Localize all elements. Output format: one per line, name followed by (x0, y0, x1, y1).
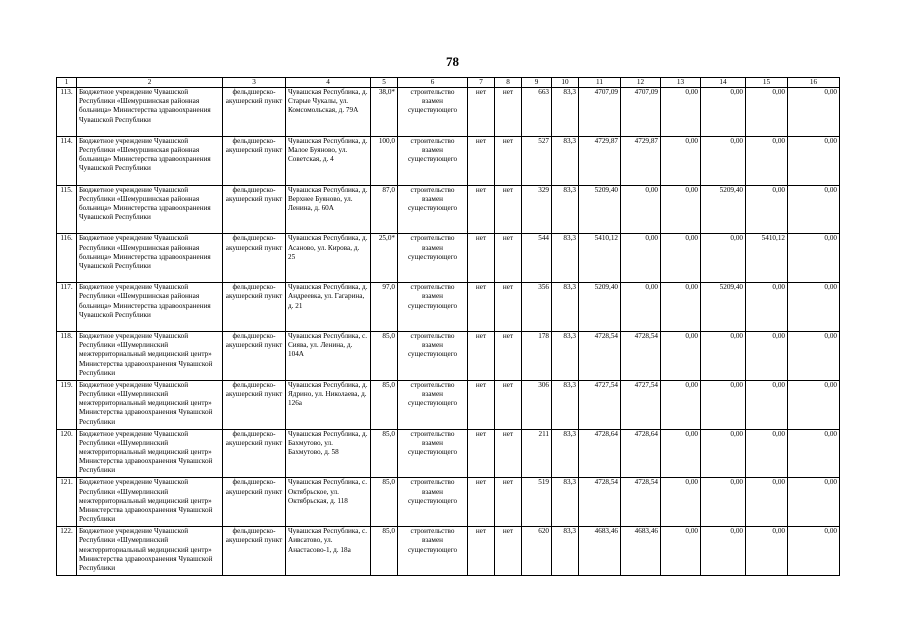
address-cell: Чувашская Республика, с. Октябрьское, ул. Октябрьская, д. 118 (286, 478, 371, 527)
cost-total-cell: 4728,54 (579, 478, 621, 527)
table-row (57, 185, 840, 234)
cost-year-3-cell: 5209,40 (701, 185, 746, 234)
cost-year-5-cell: 0,00 (788, 478, 840, 527)
flag-a-cell: нет (468, 136, 495, 185)
address-cell: Чувашская Республика, д. Ядрино, ул. Николаева, д. 126а (286, 380, 371, 429)
column-number-row (57, 78, 840, 88)
population-cell: 527 (522, 136, 552, 185)
percent-cell: 83,3 (552, 234, 579, 283)
address-cell: Чувашская Республика, д. Верхнее Буяново, ул. Ленина, д. 60А (286, 185, 371, 234)
facility-type-cell: фельдшерско-акушерский пункт (223, 136, 286, 185)
facilities-table (56, 77, 840, 576)
area-cell: 97,0 (371, 283, 398, 332)
cost-year-2-cell: 0,00 (661, 283, 701, 332)
row-number-cell: 116. (57, 234, 77, 283)
percent-cell: 83,3 (552, 283, 579, 332)
column-number-2: 2 (77, 78, 223, 88)
flag-b-cell: нет (495, 478, 522, 527)
facility-type-cell: фельдшерско-акушерский пункт (223, 527, 286, 576)
cost-year-1-cell: 0,00 (621, 185, 661, 234)
work-type-cell: строительство взамен существующего (398, 478, 468, 527)
address-cell: Чувашская Республика, с. Сиява, ул. Ленина, д. 104А (286, 331, 371, 380)
cost-total-cell: 4728,64 (579, 429, 621, 478)
cost-year-3-cell: 0,00 (701, 88, 746, 137)
row-number-cell: 122. (57, 527, 77, 576)
facility-type-cell: фельдшерско-акушерский пункт (223, 185, 286, 234)
address-cell: Чувашская Республика, д. Старые Чукалы, ул. Комсомольская, д. 79А (286, 88, 371, 137)
cost-year-4-cell: 0,00 (746, 478, 788, 527)
institution-name-cell: Бюджетное учреждение Чувашской Республики «Шумерлинский межтерриториальный медицинский центр» Министерства здравоохранения Чувашской Республики (77, 527, 223, 576)
cost-year-5-cell: 0,00 (788, 380, 840, 429)
work-type-cell: строительство взамен существующего (398, 331, 468, 380)
cost-year-1-cell: 4728,64 (621, 429, 661, 478)
row-number-cell: 113. (57, 88, 77, 137)
cost-year-5-cell: 0,00 (788, 88, 840, 137)
work-type-cell: строительство взамен существующего (398, 185, 468, 234)
population-cell: 178 (522, 331, 552, 380)
population-cell: 211 (522, 429, 552, 478)
facility-type-cell: фельдшерско-акушерский пункт (223, 331, 286, 380)
institution-name-cell: Бюджетное учреждение Чувашской Республики «Шемуршинская районная больница» Министерства здравоохранения Чувашской Республики (77, 136, 223, 185)
column-number-14: 14 (701, 78, 746, 88)
row-number-cell: 119. (57, 380, 77, 429)
column-number-1: 1 (57, 78, 77, 88)
area-cell: 100,0 (371, 136, 398, 185)
facility-type-cell: фельдшерско-акушерский пункт (223, 380, 286, 429)
cost-year-4-cell: 0,00 (746, 331, 788, 380)
table-row (57, 283, 840, 332)
population-cell: 329 (522, 185, 552, 234)
work-type-cell: строительство взамен существующего (398, 283, 468, 332)
percent-cell: 83,3 (552, 185, 579, 234)
cost-total-cell: 4729,87 (579, 136, 621, 185)
percent-cell: 83,3 (552, 527, 579, 576)
table-row (57, 429, 840, 478)
cost-year-4-cell: 0,00 (746, 185, 788, 234)
cost-year-2-cell: 0,00 (661, 136, 701, 185)
cost-year-3-cell: 0,00 (701, 331, 746, 380)
flag-a-cell: нет (468, 185, 495, 234)
cost-year-4-cell: 0,00 (746, 527, 788, 576)
cost-year-4-cell: 0,00 (746, 429, 788, 478)
cost-year-2-cell: 0,00 (661, 234, 701, 283)
cost-year-1-cell: 0,00 (621, 234, 661, 283)
population-cell: 356 (522, 283, 552, 332)
area-cell: 85,0 (371, 380, 398, 429)
cost-year-4-cell: 0,00 (746, 136, 788, 185)
cost-total-cell: 4707,09 (579, 88, 621, 137)
work-type-cell: строительство взамен существующего (398, 88, 468, 137)
population-cell: 519 (522, 478, 552, 527)
work-type-cell: строительство взамен существующего (398, 527, 468, 576)
cost-year-2-cell: 0,00 (661, 185, 701, 234)
institution-name-cell: Бюджетное учреждение Чувашской Республики «Шемуршинская районная больница» Министерства здравоохранения Чувашской Республики (77, 185, 223, 234)
percent-cell: 83,3 (552, 380, 579, 429)
column-number-10: 10 (552, 78, 579, 88)
institution-name-cell: Бюджетное учреждение Чувашской Республики «Шумерлинский межтерриториальный медицинский центр» Министерства здравоохранения Чувашской Республики (77, 331, 223, 380)
cost-year-5-cell: 0,00 (788, 283, 840, 332)
row-number-cell: 121. (57, 478, 77, 527)
cost-year-4-cell: 0,00 (746, 88, 788, 137)
flag-a-cell: нет (468, 380, 495, 429)
flag-a-cell: нет (468, 478, 495, 527)
column-number-4: 4 (286, 78, 371, 88)
area-cell: 25,0* (371, 234, 398, 283)
institution-name-cell: Бюджетное учреждение Чувашской Республики «Шумерлинский межтерриториальный медицинский центр» Министерства здравоохранения Чувашской Республики (77, 478, 223, 527)
work-type-cell: строительство взамен существующего (398, 234, 468, 283)
facility-type-cell: фельдшерско-акушерский пункт (223, 478, 286, 527)
area-cell: 85,0 (371, 527, 398, 576)
column-number-8: 8 (495, 78, 522, 88)
address-cell: Чувашская Республика, с. Аивсатово, ул. Анастасово-1, д. 18а (286, 527, 371, 576)
cost-year-3-cell: 0,00 (701, 527, 746, 576)
cost-year-2-cell: 0,00 (661, 380, 701, 429)
flag-a-cell: нет (468, 283, 495, 332)
cost-year-3-cell: 5209,40 (701, 283, 746, 332)
flag-b-cell: нет (495, 429, 522, 478)
area-cell: 85,0 (371, 429, 398, 478)
institution-name-cell: Бюджетное учреждение Чувашской Республики «Шемуршинская районная больница» Министерства здравоохранения Чувашской Республики (77, 234, 223, 283)
flag-a-cell: нет (468, 429, 495, 478)
cost-year-4-cell: 0,00 (746, 380, 788, 429)
cost-year-4-cell: 0,00 (746, 283, 788, 332)
cost-year-3-cell: 0,00 (701, 478, 746, 527)
column-number-13: 13 (661, 78, 701, 88)
cost-year-5-cell: 0,00 (788, 234, 840, 283)
table-row (57, 136, 840, 185)
column-number-5: 5 (371, 78, 398, 88)
row-number-cell: 115. (57, 185, 77, 234)
facility-type-cell: фельдшерско-акушерский пункт (223, 88, 286, 137)
flag-b-cell: нет (495, 527, 522, 576)
cost-year-5-cell: 0,00 (788, 527, 840, 576)
work-type-cell: строительство взамен существующего (398, 136, 468, 185)
table-row (57, 234, 840, 283)
cost-year-5-cell: 0,00 (788, 331, 840, 380)
facility-type-cell: фельдшерско-акушерский пункт (223, 283, 286, 332)
population-cell: 620 (522, 527, 552, 576)
percent-cell: 83,3 (552, 88, 579, 137)
cost-year-2-cell: 0,00 (661, 88, 701, 137)
flag-b-cell: нет (495, 136, 522, 185)
institution-name-cell: Бюджетное учреждение Чувашской Республики «Шемуршинская районная больница» Министерства здравоохранения Чувашской Республики (77, 88, 223, 137)
cost-year-5-cell: 0,00 (788, 185, 840, 234)
cost-year-2-cell: 0,00 (661, 527, 701, 576)
cost-total-cell: 4728,54 (579, 331, 621, 380)
work-type-cell: строительство взамен существующего (398, 429, 468, 478)
cost-total-cell: 5209,40 (579, 283, 621, 332)
flag-b-cell: нет (495, 88, 522, 137)
population-cell: 663 (522, 88, 552, 137)
area-cell: 87,0 (371, 185, 398, 234)
area-cell: 38,0* (371, 88, 398, 137)
facility-type-cell: фельдшерско-акушерский пункт (223, 429, 286, 478)
cost-year-1-cell: 4728,54 (621, 478, 661, 527)
column-number-11: 11 (579, 78, 621, 88)
work-type-cell: строительство взамен существующего (398, 380, 468, 429)
row-number-cell: 120. (57, 429, 77, 478)
cost-total-cell: 4683,46 (579, 527, 621, 576)
percent-cell: 83,3 (552, 136, 579, 185)
column-number-9: 9 (522, 78, 552, 88)
address-cell: Чувашская Республика, д. Асаново, ул. Кирова, д. 25 (286, 234, 371, 283)
cost-year-1-cell: 0,00 (621, 283, 661, 332)
cost-year-2-cell: 0,00 (661, 331, 701, 380)
cost-year-1-cell: 4683,46 (621, 527, 661, 576)
table-row (57, 331, 840, 380)
facility-type-cell: фельдшерско-акушерский пункт (223, 234, 286, 283)
column-number-12: 12 (621, 78, 661, 88)
percent-cell: 83,3 (552, 429, 579, 478)
percent-cell: 83,3 (552, 331, 579, 380)
cost-year-3-cell: 0,00 (701, 234, 746, 283)
cost-total-cell: 5410,12 (579, 234, 621, 283)
column-number-3: 3 (223, 78, 286, 88)
table-row (57, 380, 840, 429)
column-number-7: 7 (468, 78, 495, 88)
flag-a-cell: нет (468, 234, 495, 283)
cost-total-cell: 4727,54 (579, 380, 621, 429)
column-number-16: 16 (788, 78, 840, 88)
institution-name-cell: Бюджетное учреждение Чувашской Республики «Шумерлинский межтерриториальный медицинский центр» Министерства здравоохранения Чувашской Республики (77, 429, 223, 478)
flag-a-cell: нет (468, 527, 495, 576)
cost-year-3-cell: 0,00 (701, 429, 746, 478)
row-number-cell: 117. (57, 283, 77, 332)
column-number-15: 15 (746, 78, 788, 88)
cost-year-2-cell: 0,00 (661, 429, 701, 478)
cost-year-1-cell: 4728,54 (621, 331, 661, 380)
flag-a-cell: нет (468, 331, 495, 380)
address-cell: Чувашская Республика, д. Андреевка, ул. Гагарина, д. 21 (286, 283, 371, 332)
cost-year-1-cell: 4727,54 (621, 380, 661, 429)
row-number-cell: 114. (57, 136, 77, 185)
population-cell: 306 (522, 380, 552, 429)
cost-year-2-cell: 0,00 (661, 478, 701, 527)
institution-name-cell: Бюджетное учреждение Чувашской Республики «Шумерлинский межтерриториальный медицинский центр» Министерства здравоохранения Чувашской Республики (77, 380, 223, 429)
flag-b-cell: нет (495, 234, 522, 283)
address-cell: Чувашская Республика, д. Бахмутово, ул. Бахмутово, д. 58 (286, 429, 371, 478)
flag-b-cell: нет (495, 283, 522, 332)
cost-year-1-cell: 4707,09 (621, 88, 661, 137)
cost-year-5-cell: 0,00 (788, 429, 840, 478)
flag-b-cell: нет (495, 380, 522, 429)
row-number-cell: 118. (57, 331, 77, 380)
flag-b-cell: нет (495, 185, 522, 234)
address-cell: Чувашская Республика, д. Малое Буяново, ул. Советская, д. 4 (286, 136, 371, 185)
cost-year-1-cell: 4729,87 (621, 136, 661, 185)
cost-total-cell: 5209,40 (579, 185, 621, 234)
table-row (57, 478, 840, 527)
page-number: 78 (446, 54, 459, 69)
cost-year-4-cell: 5410,12 (746, 234, 788, 283)
table-row (57, 527, 840, 576)
column-number-6: 6 (398, 78, 468, 88)
flag-a-cell: нет (468, 88, 495, 137)
percent-cell: 83,3 (552, 478, 579, 527)
institution-name-cell: Бюджетное учреждение Чувашской Республики «Шемуршинская районная больница» Министерства здравоохранения Чувашской Республики (77, 283, 223, 332)
flag-b-cell: нет (495, 331, 522, 380)
population-cell: 544 (522, 234, 552, 283)
cost-year-5-cell: 0,00 (788, 136, 840, 185)
cost-year-3-cell: 0,00 (701, 380, 746, 429)
table-row (57, 88, 840, 137)
area-cell: 85,0 (371, 478, 398, 527)
area-cell: 85,0 (371, 331, 398, 380)
cost-year-3-cell: 0,00 (701, 136, 746, 185)
